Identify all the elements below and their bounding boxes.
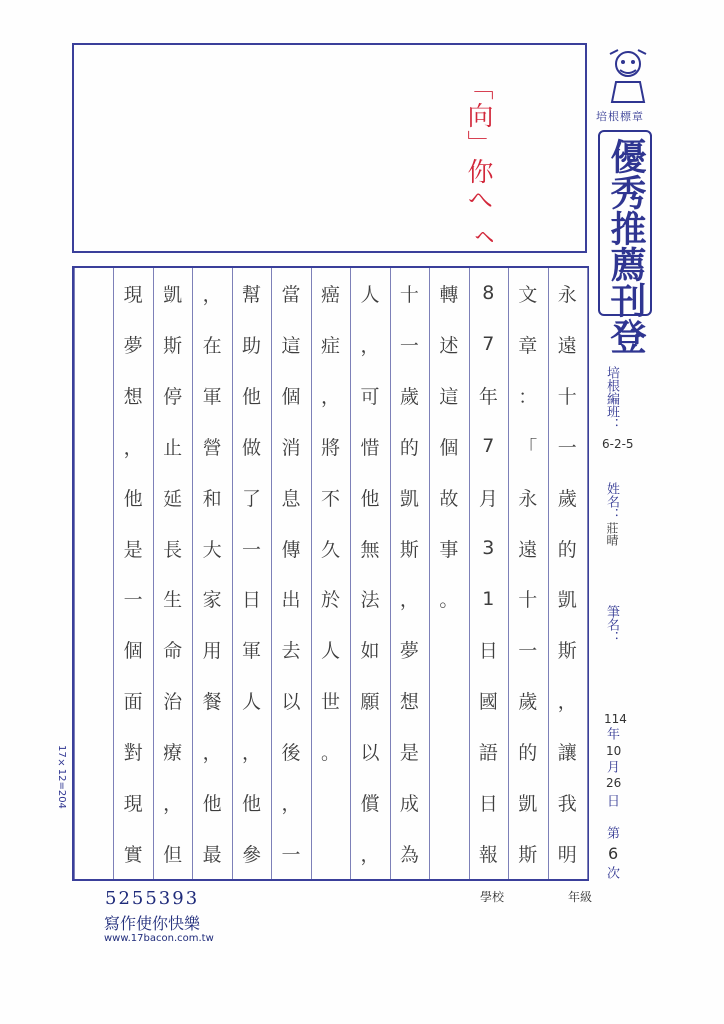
essay-char: 後: [281, 742, 301, 765]
essay-char: 生: [163, 589, 183, 612]
essay-char: 我: [557, 793, 577, 816]
essay-char: 歲: [399, 385, 419, 408]
essay-char: 讓: [557, 742, 577, 765]
footer-url: www.17bacon.com.tw: [104, 933, 214, 944]
essay-char: 月: [478, 487, 498, 510]
essay-char: 去: [281, 640, 301, 663]
essay-char: ，: [163, 793, 183, 816]
essay-char: 治: [163, 691, 183, 714]
essay-char: 斯: [557, 640, 577, 663]
essay-char: 年: [478, 385, 498, 408]
essay-char: 日: [478, 793, 498, 816]
essay-char: 是: [123, 538, 143, 561]
essay-char: 人: [320, 640, 340, 663]
class-label: 培根編班：: [604, 366, 619, 431]
essay-char: 「: [518, 436, 538, 459]
essay-char: 為: [399, 844, 419, 867]
essay-char: 症: [320, 334, 340, 357]
essay-char: 斯: [518, 844, 538, 867]
footer-slogan: 寫作使你快樂: [104, 914, 201, 933]
essay-char: 的: [518, 742, 538, 765]
essay-char: 。: [320, 742, 340, 765]
essay-char: 營: [202, 436, 222, 459]
stamp-label: 培根標章: [596, 110, 644, 123]
essay-char: 是: [399, 742, 419, 765]
writing-grid: [72, 266, 589, 881]
essay-char: 一: [281, 844, 301, 867]
name-value: 莊晴: [605, 522, 619, 546]
essay-char: 述: [439, 334, 459, 357]
essay-char: 法: [360, 589, 380, 612]
essay-char: 延: [163, 487, 183, 510]
essay-char: 停: [163, 385, 183, 408]
essay-char: 日: [242, 589, 262, 612]
essay-char: ：: [518, 385, 538, 408]
essay-char: 3: [482, 537, 495, 560]
essay-char: 餐: [202, 691, 222, 714]
essay-char: 十: [557, 385, 577, 408]
essay-char: 這: [281, 334, 301, 357]
essay-char: 做: [242, 436, 262, 459]
essay-char: 可: [360, 385, 380, 408]
essay-char: ，: [202, 742, 222, 765]
essay-char: 。: [439, 589, 459, 612]
essay-char: 不: [320, 487, 340, 510]
essay-char: ，: [281, 793, 301, 816]
essay-char: 療: [163, 742, 183, 765]
essay-char: 夢: [399, 640, 419, 663]
essay-char: 面: [123, 691, 143, 714]
essay-char: 助: [242, 334, 262, 357]
essay-char: 用: [202, 640, 222, 663]
school-label: 學校: [480, 890, 505, 904]
essay-char: 一: [123, 589, 143, 612]
essay-char: 凱: [518, 793, 538, 816]
essay-char: 對: [123, 742, 143, 765]
essay-char: 命: [163, 640, 183, 663]
teacher-comment: 「向」你へ ㇸ: [463, 74, 493, 253]
essay-char: 這: [439, 385, 459, 408]
essay-char: 明: [557, 844, 577, 867]
essay-char: 轉: [439, 283, 459, 306]
essay-char: 日: [478, 640, 498, 663]
essay-char: 出: [281, 589, 301, 612]
essay-char: 事: [439, 538, 459, 561]
essay-char: 息: [281, 487, 301, 510]
essay-char: 的: [557, 538, 577, 561]
essay-char: 7: [482, 435, 495, 458]
essay-char: 個: [281, 385, 301, 408]
essay-char: 遠: [557, 334, 577, 357]
essay-char: 願: [360, 691, 380, 714]
essay-char: ，: [242, 742, 262, 765]
essay-char: 人: [242, 691, 262, 714]
essay-char: 參: [242, 844, 262, 867]
times-suffix: 次: [604, 866, 619, 879]
essay-char: 現: [123, 283, 143, 306]
class-value: 6-2-5: [602, 437, 634, 451]
essay-char: 於: [320, 589, 340, 612]
essay-char: 7: [482, 333, 495, 356]
grid-line: [74, 268, 75, 879]
essay-char: 長: [163, 538, 183, 561]
grid-spec: 17×12=204: [56, 745, 67, 809]
essay-char: 歲: [557, 487, 577, 510]
essay-char: 報: [478, 844, 498, 867]
essay-char: 一: [399, 334, 419, 357]
essay-char: ，: [399, 589, 419, 612]
essay-char: 但: [163, 844, 183, 867]
essay-char: ，: [320, 385, 340, 408]
essay-char: 斯: [163, 334, 183, 357]
essay-char: 章: [518, 334, 538, 357]
essay-char: 幫: [242, 283, 262, 306]
essay-char: 夢: [123, 334, 143, 357]
essay-char: 軍: [202, 385, 222, 408]
essay-char: 想: [123, 385, 143, 408]
essay-char: 人: [360, 283, 380, 306]
essay-char: 和: [202, 487, 222, 510]
essay-char: 永: [557, 283, 577, 306]
pen-name-label: 筆名：: [604, 605, 619, 644]
teacher-comment-box: [72, 43, 587, 253]
name-label: 姓名：: [604, 482, 619, 521]
essay-char: 個: [439, 436, 459, 459]
footer-phone: 5255393: [105, 888, 200, 909]
grid-line: [587, 268, 588, 879]
essay-char: 償: [360, 793, 380, 816]
essay-char: 十: [399, 283, 419, 306]
essay-char: 當: [281, 283, 301, 306]
essay-char: 國: [478, 691, 498, 714]
essay-char: 凱: [557, 589, 577, 612]
essay-char: 軍: [242, 640, 262, 663]
essay-char: 永: [518, 487, 538, 510]
essay-char: 傳: [281, 538, 301, 561]
essay-char: 個: [123, 640, 143, 663]
essay-char: 家: [202, 589, 222, 612]
essay-char: 語: [478, 742, 498, 765]
date-day-label: 日: [604, 794, 619, 807]
essay-char: 將: [320, 436, 340, 459]
essay-char: 如: [360, 640, 380, 663]
essay-char: 消: [281, 436, 301, 459]
essay-char: 以: [281, 691, 301, 714]
essay-char: ，: [202, 283, 222, 306]
essay-char: 文: [518, 283, 538, 306]
essay-char: 他: [202, 793, 222, 816]
essay-char: 遠: [518, 538, 538, 561]
essay-char: 一: [242, 538, 262, 561]
grade-label: 年級: [568, 890, 593, 904]
essay-char: ，: [557, 691, 577, 714]
essay-char: ，: [123, 436, 143, 459]
times-label: 第: [604, 826, 619, 839]
essay-char: 止: [163, 436, 183, 459]
essay-char: 大: [202, 538, 222, 561]
essay-char: 斯: [399, 538, 419, 561]
essay-char: 在: [202, 334, 222, 357]
essay-char: 癌: [320, 283, 340, 306]
essay-char: 他: [123, 487, 143, 510]
essay-char: 無: [360, 538, 380, 561]
date-month: 10: [606, 744, 622, 758]
essay-char: 世: [320, 691, 340, 714]
essay-char: ，: [360, 844, 380, 867]
essay-char: 8: [482, 282, 495, 305]
essay-char: 實: [123, 844, 143, 867]
essay-char: 的: [399, 436, 419, 459]
essay-char: 歲: [518, 691, 538, 714]
essay-char: 他: [360, 487, 380, 510]
essay-char: 一: [557, 436, 577, 459]
essay-char: 現: [123, 793, 143, 816]
recommend-text: 優秀推薦刊登: [605, 138, 646, 354]
date-month-label: 月: [604, 760, 619, 773]
essay-char: 凱: [163, 283, 183, 306]
essay-char: 凱: [399, 487, 419, 510]
essay-char: ，: [360, 334, 380, 357]
essay-char: 了: [242, 487, 262, 510]
date-day: 26: [606, 776, 622, 790]
essay-char: 他: [242, 385, 262, 408]
essay-char: 以: [360, 742, 380, 765]
essay-char: 十: [518, 589, 538, 612]
essay-char: 他: [242, 793, 262, 816]
essay-char: 久: [320, 538, 340, 561]
essay-char: 1: [482, 587, 495, 610]
essay-char: 最: [202, 844, 222, 867]
essay-char: 惜: [360, 436, 380, 459]
essay-char: 想: [399, 691, 419, 714]
essay-char: 故: [439, 487, 459, 510]
times-value: 6: [608, 844, 619, 863]
date-year: 114: [604, 712, 627, 726]
essay-char: 成: [399, 793, 419, 816]
essay-char: 一: [518, 640, 538, 663]
date-year-label: 年: [604, 727, 619, 740]
